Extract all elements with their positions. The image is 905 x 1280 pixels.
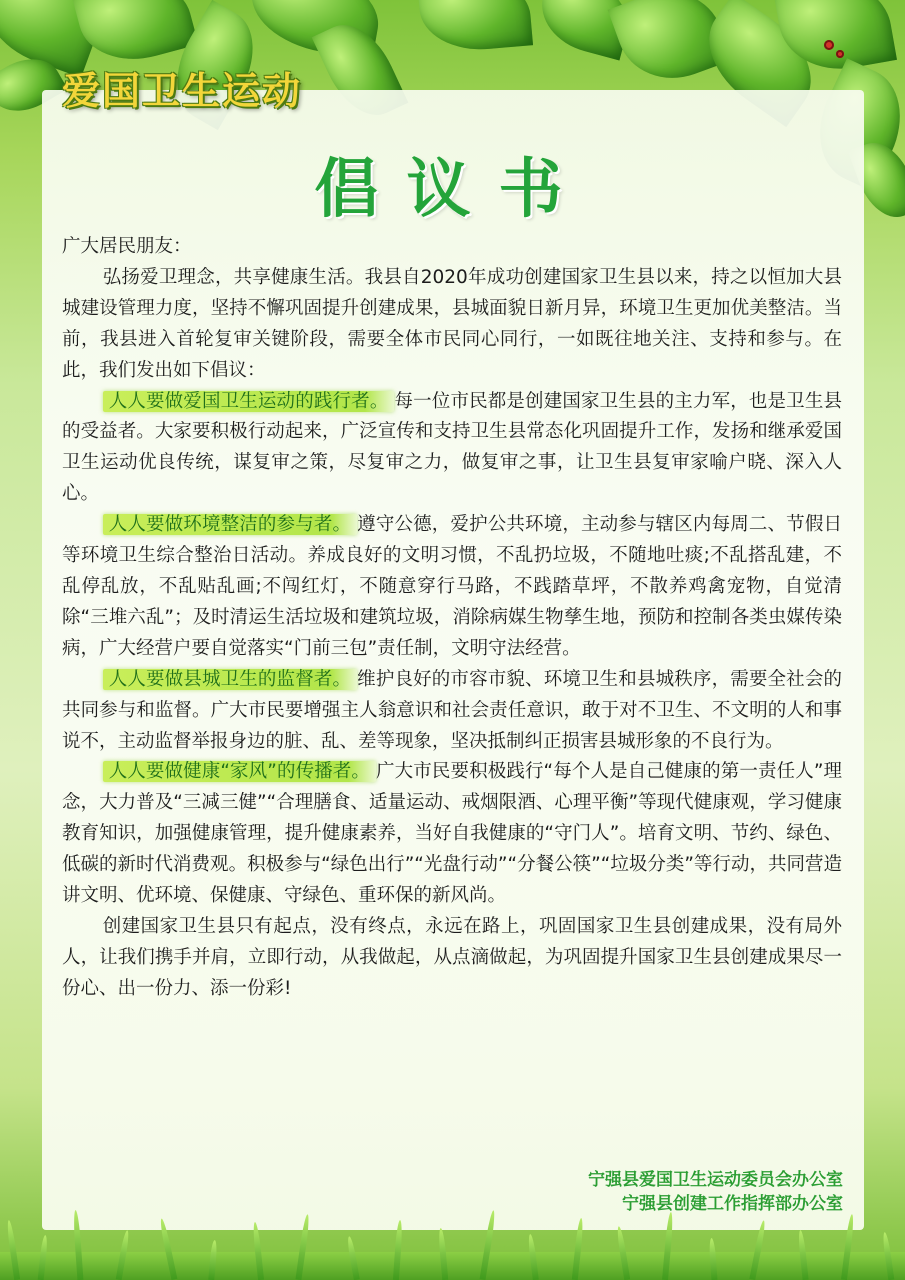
- proposal-text: 维护良好的市容市貌、环境卫生和县城秩序，需要全社会的共同参与和监督。广大市民要增强主人翁意识和社会责任意识，敢于对不卫生、不文明的人和事说不，主动监督举报身边的脏、乱、差等现象，坚决抵制纠正损害县城形象的不良行为。: [62, 668, 842, 752]
- proposal-text: 遵守公德，爱护公共环境，主动参与辖区内每周二、节假日等环境卫生综合整治日活动。养成良好的文明习惯，不乱扔垃圾，不随地吐痰;不乱搭乱建，不乱停乱放，不乱贴乱画;不闯红灯，不随意穿行马路，不践踏草坪，不散养鸡禽宠物，自觉清除“三堆六乱”；及时清运生活垃圾和建筑垃圾，消除病媒生物孳生地，预防和控制各类虫媒传染病，广大经营户要自觉落实“门前三包”责任制，文明守法经营。: [62, 514, 842, 659]
- intro-paragraph: 弘扬爱卫理念，共享健康生活。我县自2020年成功创建国家卫生县以来，持之以恒加大县城建设管理力度，坚持不懈巩固提升创建成果，县城面貌日新月异，环境卫生更加优美整洁。当前，我县进入首轮复审关键阶段，需要全体市民同心同行，一如既往地关注、支持和参与。在此，我们发出如下倡议：: [62, 266, 842, 381]
- closing-paragraph: 创建国家卫生县只有起点，没有终点，永远在路上，巩固国家卫生县创建成果，没有局外人，让我们携手并肩，立即行动，从我做起，从点滴做起，为巩固提升国家卫生县创建成果尽一份心、出一份力、添一份彩!: [62, 915, 842, 999]
- proposal-item: [62, 387, 842, 511]
- salutation: 广大居民朋友：: [62, 236, 192, 257]
- proposal-item: [62, 510, 842, 665]
- grass-decoration: [0, 1200, 905, 1280]
- ladybug-icon: [824, 40, 834, 50]
- proposal-heading: 人人要做健康“家风”的传播者。: [103, 761, 376, 782]
- proposal-text: 每一位市民都是创建国家卫生县的主力军，也是卫生县的受益者。大家要积极行动起来，广泛宣传和支持卫生县常态化巩固提升工作，发扬和继承爱国卫生运动优良传统，谋复审之策，尽复审之力，做复审之事，让卫生县复审家喻户晓、深入人心。: [62, 390, 842, 505]
- signature-office-1: 宁强县爱国卫生运动委员会办公室: [588, 1170, 843, 1190]
- letter-body: [62, 232, 842, 1005]
- signature-office-2: 宁强县创建工作指挥部办公室: [622, 1194, 843, 1214]
- proposal-heading: 人人要做环境整洁的参与者。: [103, 514, 357, 535]
- proposal-item: [62, 757, 842, 912]
- proposal-text: 广大市民要积极践行“每个人是自己健康的第一责任人”理念，大力普及“三减三健”“合理膳食、适量运动、戒烟限酒、心理平衡”等现代健康观，学习健康教育知识，加强健康管理，提升健康素养，当好自我健康的“守门人”。培育文明、节约、绿色、低碳的新时代消费观。积极参与“绿色出行”“光盘行动”“分餐公筷”“垃圾分类”等行动，共同营造讲文明、优环境、保健康、守绿色、重环保的新风尚。: [62, 761, 843, 907]
- ladybug-icon: [836, 50, 844, 58]
- proposal-heading: 人人要做爱国卫生运动的践行者。: [103, 391, 395, 412]
- campaign-badge: 爱国卫生运动: [62, 69, 303, 113]
- proposal-heading: 人人要做县城卫生的监督者。: [103, 669, 357, 690]
- document-title: 倡议书: [314, 153, 591, 227]
- proposal-item: [62, 665, 842, 758]
